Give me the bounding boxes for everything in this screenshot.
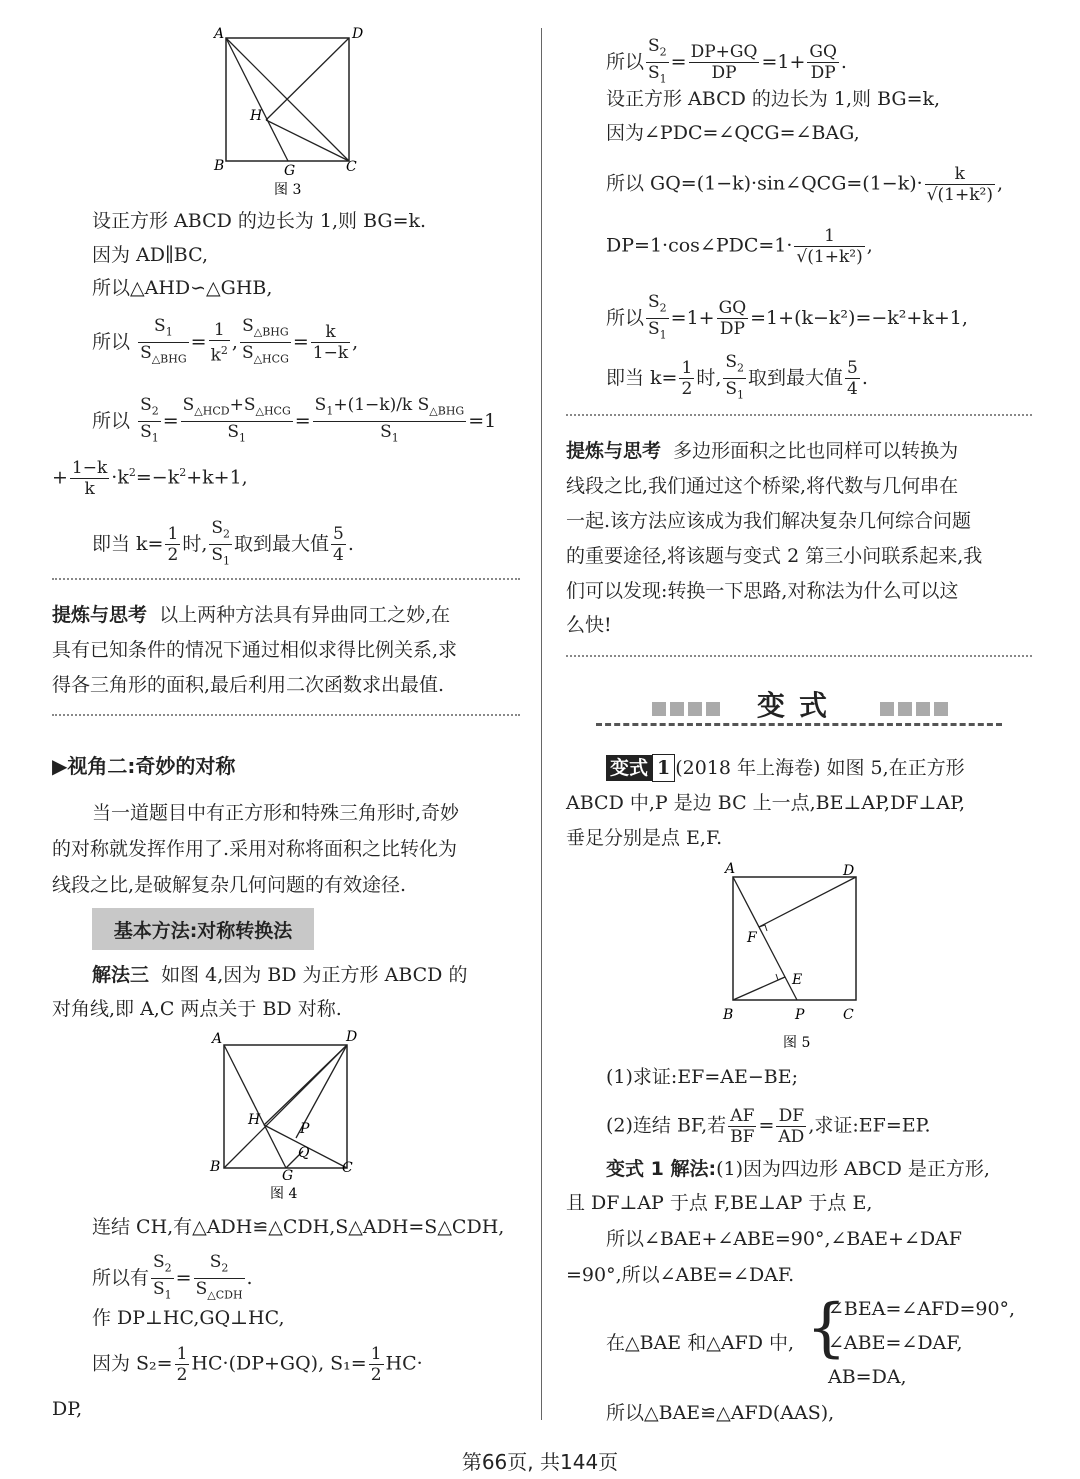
text-line: 作 DP⊥HC,GQ⊥HC, bbox=[92, 1307, 285, 1329]
svg-text:F: F bbox=[747, 930, 757, 946]
svg-text:C: C bbox=[346, 159, 357, 175]
column-divider bbox=[541, 28, 542, 1420]
text-line: 设正方形 ABCD 的边长为 1,则 BG=k. bbox=[92, 210, 427, 232]
formula-line: 所以 $\frac{S_1}{S_{\triangle BHG}}$ = $\frac{1}{k^2}$ , $\frac{S_{\triangle BHG}}{S_{\triangle HCG}}$ = $\frac{k}{1-k}$ , bbox=[92, 316, 359, 366]
formula-line: 所以 $\frac{S_2}{S_1}$ =1+ $\frac{GQ}{DP}$ =1+(k−k²)=−k²+k+1, bbox=[606, 292, 968, 342]
svg-text:H: H bbox=[248, 1112, 261, 1128]
divider bbox=[52, 714, 520, 716]
svg-text:图 3: 图 3 bbox=[274, 182, 302, 198]
reflection-line: 么快! bbox=[566, 614, 612, 636]
variant-banner bbox=[596, 680, 1002, 728]
formula-line: DP=1·cos∠PDC=1· $\frac{1}{\text{√(1+k²)}}$ , bbox=[606, 226, 873, 267]
text-line: 解法三 如图 4,因为 BD 为正方形 ABCD 的 bbox=[92, 964, 468, 986]
svg-text:图 4: 图 4 bbox=[270, 1186, 298, 1202]
text-line: 且 DF⊥AP 于点 F,BE⊥AP 于点 E, bbox=[566, 1192, 873, 1214]
system-brace: { bbox=[806, 1291, 847, 1365]
svg-text:G: G bbox=[284, 163, 296, 179]
text-line: 因为 AD∥BC, bbox=[92, 244, 208, 266]
reflection-line: 提炼与思考 多边形面积之比也同样可以转换为 bbox=[566, 440, 959, 462]
svg-text:E: E bbox=[792, 972, 803, 988]
text-line: 线段之比,是破解复杂几何问题的有效途径. bbox=[52, 874, 407, 896]
reflection-line: 们可以发现:转换一下思路,对称法为什么可以这 bbox=[566, 580, 959, 602]
text-line: 所以△BAE≌△AFD(AAS), bbox=[606, 1402, 835, 1424]
text-line: (1)求证:EF=AE−BE; bbox=[606, 1066, 799, 1088]
reflection-line: 具有已知条件的情况下通过相似求得比例关系,求 bbox=[52, 639, 458, 661]
svg-text:图 5: 图 5 bbox=[783, 1035, 811, 1051]
svg-text:A: A bbox=[725, 861, 736, 877]
formula-line: 所以有 $\frac{S_2}{S_1}$ = $\frac{S_2}{S_{\triangle CDH}}$ . bbox=[92, 1252, 253, 1302]
divider bbox=[566, 655, 1032, 657]
figure-4 bbox=[200, 1025, 370, 1205]
text-line: DP, bbox=[52, 1398, 83, 1420]
reflection-line: 提炼与思考 以上两种方法具有异曲同工之妙,在 bbox=[52, 604, 451, 626]
figure-3 bbox=[200, 20, 370, 200]
formula-line: 因为 S₂= $\frac{1}{2}$ HC·(DP+GQ), S₁= $\frac{1}{2}$ HC· bbox=[92, 1344, 423, 1385]
text-line: 变式 1 (2018 年上海卷) 如图 5,在正方形 bbox=[606, 754, 965, 782]
formula-line: 即当 k= $\frac{1}{2}$ 时, $\frac{S_2}{S_1}$ 取到最大值 $\frac{5}{4}$ . bbox=[606, 352, 868, 402]
variant-number: 1 bbox=[652, 754, 675, 782]
svg-text:P: P bbox=[795, 1007, 805, 1023]
reflection-line: 一起.该方法应该成为我们解决复杂几何综合问题 bbox=[566, 510, 972, 532]
text-line: 设正方形 ABCD 的边长为 1,则 BG=k, bbox=[606, 88, 941, 110]
reflection-line: 的重要途径,将该题与变式 2 第三小问联系起来,我 bbox=[566, 545, 983, 567]
text-line: 因为∠PDC=∠QCG=∠BAG, bbox=[606, 122, 860, 144]
reflection-line: 线段之比,我们通过这个桥梁,将代数与几何串在 bbox=[566, 475, 959, 497]
divider bbox=[566, 414, 1032, 416]
text-line: 所以∠BAE+∠ABE=90°,∠BAE+∠DAF bbox=[606, 1228, 962, 1250]
text-line: 对角线,即 A,C 两点关于 BD 对称. bbox=[52, 998, 342, 1020]
text-line: 连结 CH,有△ADH≌△CDH,S△ADH=S△CDH, bbox=[92, 1216, 505, 1238]
formula-line: 所以 $\frac{S_2}{S_1}$ = $\frac{DP+GQ}{DP}$ =1+ $\frac{GQ}{DP}$ . bbox=[606, 36, 847, 86]
formula-line: 所以 $\frac{S_2}{S_1}$ = $\frac{S_{\triangle HCD}+S_{\triangle HCG}}{S_1}$ = $\frac{S_1+(1-k)/k S_{\triangle BHG}}{S_1}$ =1 bbox=[92, 395, 497, 445]
formula-line: 所以 GQ=(1−k)·sin∠QCG=(1−k)· $\frac{k}{\text{√(1+k²)}}$ , bbox=[606, 164, 1004, 205]
svg-text:Q: Q bbox=[298, 1145, 310, 1161]
figure-5 bbox=[715, 855, 875, 1055]
formula-line: 即当 k= $\frac{1}{2}$ 时, $\frac{S_2}{S_1}$ 取到最大值 $\frac{5}{4}$ . bbox=[92, 518, 354, 568]
svg-text:C: C bbox=[342, 1160, 353, 1176]
method-box: 基本方法:对称转换法 bbox=[92, 908, 314, 950]
divider bbox=[52, 578, 520, 580]
text-line: 的对称就发挥作用了.采用对称将面积之比转化为 bbox=[52, 838, 458, 860]
svg-text:C: C bbox=[843, 1007, 854, 1023]
text-line: 在△BAE 和△AFD 中, bbox=[606, 1332, 795, 1354]
system-line: ∠BEA=∠AFD=90°, bbox=[828, 1298, 1016, 1320]
formula-line: + $\frac{1-k}{k}$ $\cdot k^2=-k^2+k+1$, bbox=[52, 458, 248, 499]
section-heading: ▶视角二:奇妙的对称 bbox=[52, 754, 236, 778]
svg-text:B: B bbox=[210, 1159, 221, 1175]
text-line: =90°,所以∠ABE=∠DAF. bbox=[566, 1264, 795, 1286]
text-line: 所以△AHD∽△GHB, bbox=[92, 277, 273, 299]
svg-text:A: A bbox=[212, 1031, 223, 1047]
system-line: ∠ABE=∠DAF, bbox=[828, 1332, 963, 1354]
text-line: ABCD 中,P 是边 BC 上一点,BE⊥AP,DF⊥AP, bbox=[566, 792, 966, 814]
svg-text:G: G bbox=[282, 1168, 294, 1184]
formula-line: (2)连结 BF,若 $\frac{AF}{BF}$ = $\frac{DF}{AD}$ ,求证:EF=EP. bbox=[606, 1106, 931, 1147]
variant-tag: 变式 bbox=[606, 755, 652, 781]
text-line: 变式 1 解法:(1)因为四边形 ABCD 是正方形, bbox=[606, 1158, 990, 1180]
svg-text:B: B bbox=[723, 1007, 734, 1023]
svg-text:D: D bbox=[346, 1029, 358, 1045]
system-line: AB=DA, bbox=[828, 1366, 907, 1388]
svg-text:B: B bbox=[214, 158, 225, 174]
svg-text:H: H bbox=[250, 108, 263, 124]
svg-text:D: D bbox=[843, 863, 855, 879]
page-footer: 第66页, 共144页 bbox=[461, 1450, 619, 1474]
svg-text:A: A bbox=[214, 26, 225, 42]
text-line: 垂足分别是点 E,F. bbox=[566, 827, 723, 849]
banner-title: 变式 bbox=[756, 689, 841, 722]
reflection-line: 得各三角形的面积,最后利用二次函数求出最值. bbox=[52, 674, 445, 696]
svg-text:P: P bbox=[300, 1121, 310, 1137]
text-line: 当一道题目中有正方形和特殊三角形时,奇妙 bbox=[92, 802, 460, 824]
svg-text:D: D bbox=[352, 26, 364, 42]
